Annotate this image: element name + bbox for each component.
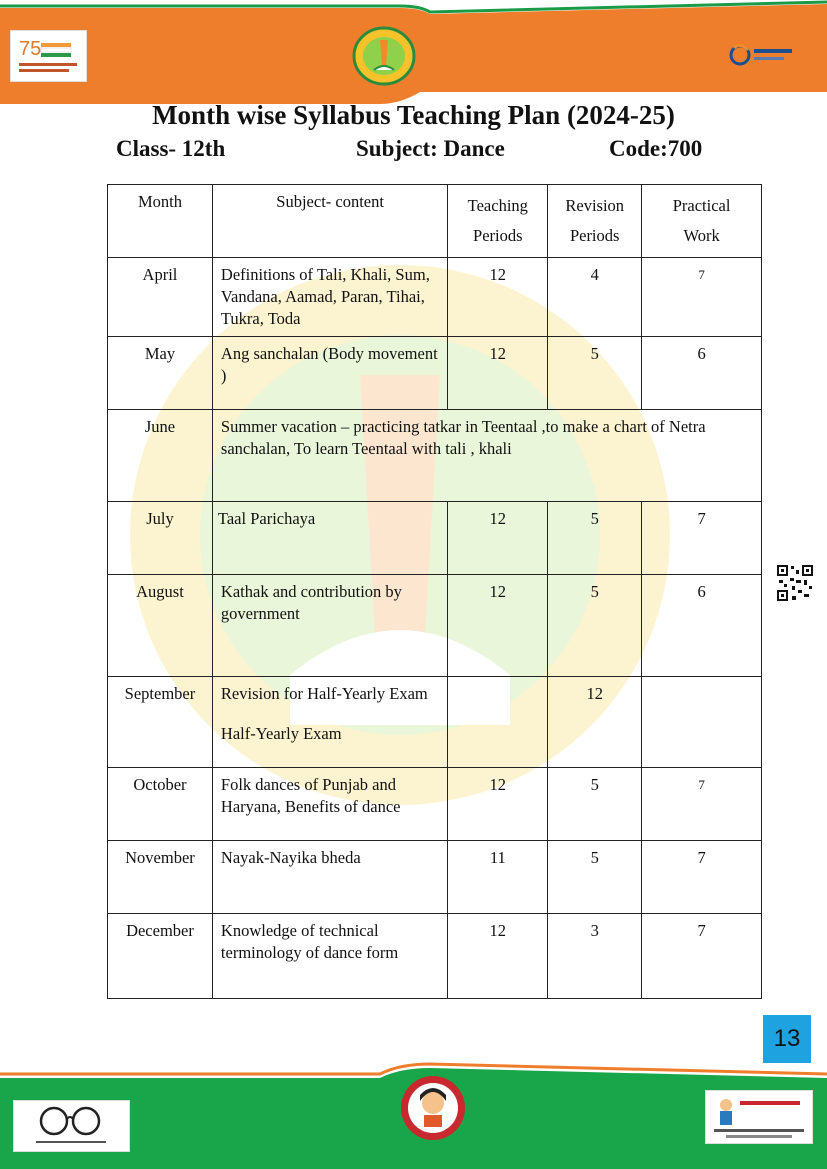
swachh-bharat-logo [13, 1100, 130, 1152]
month-cell: October [108, 768, 213, 841]
teaching-cell: 12 [448, 914, 548, 999]
month-cell: April [108, 258, 213, 337]
header-practical: Practical Work [642, 185, 762, 258]
practical-cell: 7 [642, 914, 762, 999]
practical-cell: 7 [642, 841, 762, 914]
content-cell: Knowledge of technical terminology of dance form [212, 914, 447, 999]
revision-cell: 5 [548, 575, 642, 677]
content-line: Revision for Half-Yearly Exam [220, 684, 428, 703]
shiksha-ka-adhikar-logo [705, 1090, 813, 1144]
header-month: Month [108, 185, 213, 258]
table-row [108, 258, 762, 337]
revision-cell: 5 [548, 768, 642, 841]
teaching-cell: 12 [448, 575, 548, 677]
practical-cell: 6 [642, 337, 762, 410]
teaching-cell: 12 [448, 768, 548, 841]
qr-code [776, 564, 814, 602]
teaching-cell: 12 [448, 337, 548, 410]
table-row [108, 768, 762, 841]
practical-cell: 7 [642, 768, 762, 841]
practical-cell: 7 [642, 502, 762, 575]
svg-text:75: 75 [19, 38, 42, 60]
month-cell: August [108, 575, 213, 677]
revision-cell: 5 [548, 337, 642, 410]
content-cell: Kathak and contribution by government [212, 575, 447, 677]
header-content: Subject- content [212, 185, 447, 258]
content-cell [212, 677, 447, 768]
azadi-logo [10, 30, 87, 82]
table-header-row [108, 185, 762, 258]
revision-cell: 4 [548, 258, 642, 337]
month-cell: September [108, 677, 213, 768]
month-cell: November [108, 841, 213, 914]
content-cell: Taal Parichaya [212, 502, 447, 575]
code-label: Code:700 [609, 136, 703, 161]
month-cell: July [108, 502, 213, 575]
table-row [108, 410, 762, 502]
table-row [108, 841, 762, 914]
emblem-logo [352, 26, 416, 86]
page-title: Month wise Syllabus Teaching Plan (2024-25) [152, 100, 675, 130]
teaching-cell: 12 [448, 502, 548, 575]
content-cell: Folk dances of Punjab and Haryana, Benefits of dance [212, 768, 447, 841]
page-number-badge: 13 [763, 1015, 811, 1063]
table-row [108, 337, 762, 410]
table-row [108, 914, 762, 999]
practical-cell: 6 [642, 575, 762, 677]
revision-cell: 5 [548, 841, 642, 914]
month-cell: May [108, 337, 213, 410]
subject-label: Subject: Dance [356, 136, 505, 161]
mascot-logo [400, 1073, 466, 1143]
content-cell: Ang sanchalan (Body movement ) [212, 337, 447, 410]
content-line: Half-Yearly Exam [220, 724, 342, 743]
month-cell: June [108, 410, 213, 502]
content-cell: Definitions of Tali, Khali, Sum, Vandana, Aamad, Paran, Tihai, Tukra, Toda [212, 258, 447, 337]
class-label: Class- 12th [116, 136, 226, 161]
teaching-cell [448, 677, 548, 768]
header-teaching: Teaching Periods [448, 185, 548, 258]
digital-india-logo [728, 40, 798, 70]
revision-cell: 12 [548, 677, 642, 768]
table-row [108, 677, 762, 768]
month-cell: December [108, 914, 213, 999]
teaching-cell: 11 [448, 841, 548, 914]
content-cell: Summer vacation – practicing tatkar in Teentaal ,to make a chart of Netra sanchalan, To learn Teentaal with tali , khali [212, 410, 761, 502]
syllabus-table [107, 184, 762, 999]
practical-cell: 7 [642, 258, 762, 337]
table-row [108, 575, 762, 677]
practical-cell [642, 677, 762, 768]
header-revision: Revision Periods [548, 185, 642, 258]
revision-cell: 5 [548, 502, 642, 575]
table-row [108, 502, 762, 575]
teaching-cell: 12 [448, 258, 548, 337]
content-cell: Nayak-Nayika bheda [212, 841, 447, 914]
revision-cell: 3 [548, 914, 642, 999]
